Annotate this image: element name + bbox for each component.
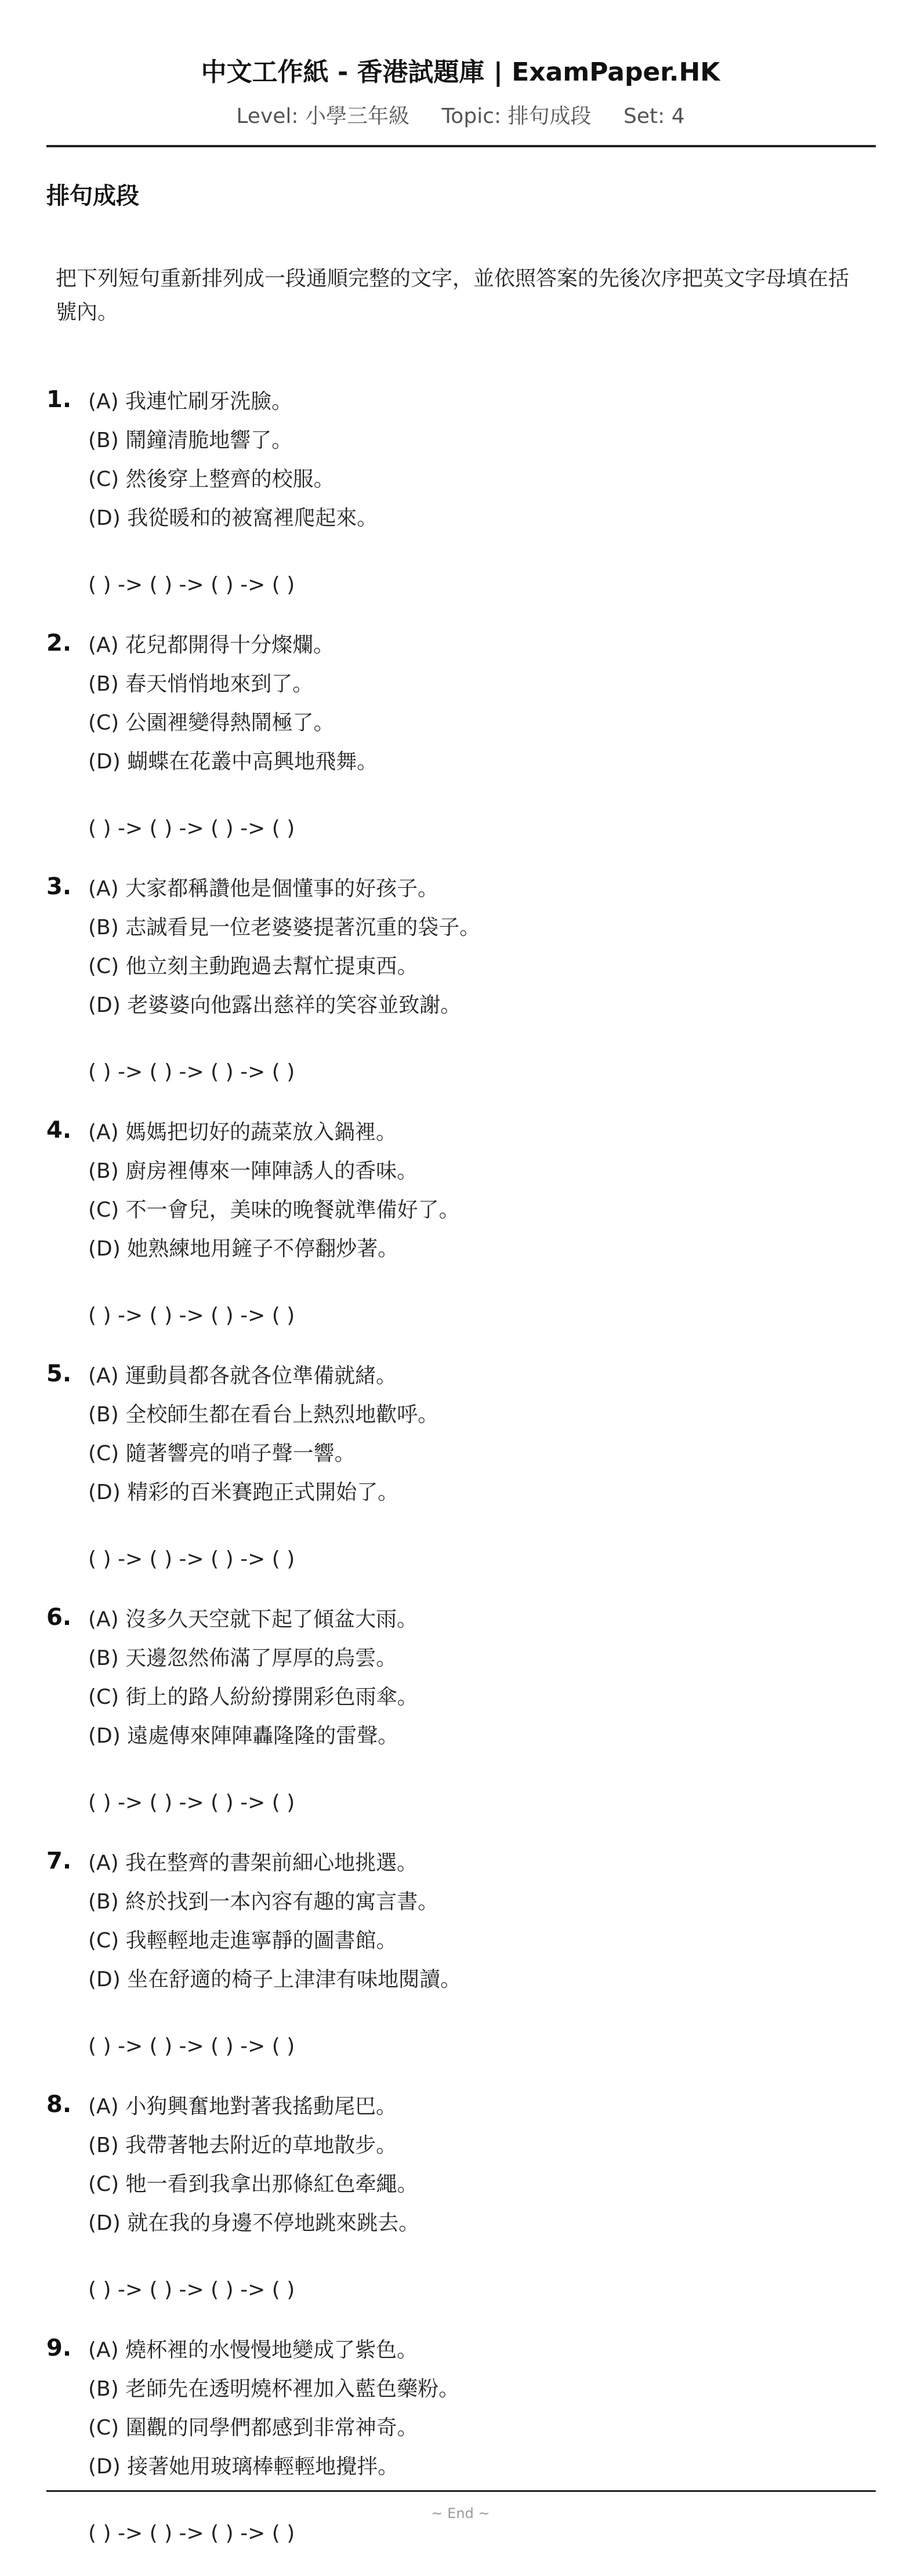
question-option: (C) 公園裡變得熱鬧極了。 <box>88 711 335 735</box>
question-option: (B) 鬧鐘清脆地響了。 <box>88 429 293 452</box>
question-option: (D) 接著她用玻璃棒輕輕地攪拌。 <box>88 2455 399 2479</box>
question-option: (B) 老師先在透明燒杯裡加入藍色藥粉。 <box>88 2377 460 2401</box>
question-number: 6. <box>46 1604 72 1631</box>
question-option: (A) 媽媽把切好的蔬菜放入鍋裡。 <box>88 1120 397 1144</box>
header-divider <box>46 145 876 147</box>
end-marker: ~ End ~ <box>431 2505 490 2521</box>
question-option: (D) 她熟練地用鏟子不停翻炒著。 <box>88 1237 399 1261</box>
answer-order-line: ( ) -> ( ) -> ( ) -> ( ) <box>88 1791 295 1815</box>
question-number: 8. <box>46 2091 72 2118</box>
question-option: (A) 我連忙刷牙洗臉。 <box>88 390 293 413</box>
question-option: (A) 沒多久天空就下起了傾盆大雨。 <box>88 1608 418 1631</box>
question-number: 3. <box>46 873 72 900</box>
question-option: (B) 春天悄悄地來到了。 <box>88 672 314 696</box>
page-title: 中文工作紙 - 香港試題庫 | ExamPaper.HK <box>201 57 720 87</box>
question-option: (A) 花兒都開得十分燦爛。 <box>88 633 335 657</box>
question-option: (C) 圍觀的同學們都感到非常神奇。 <box>88 2416 418 2440</box>
question-number: 9. <box>46 2335 72 2361</box>
level-label: Level: 小學三年級 <box>236 104 409 128</box>
topic-label: Topic: 排句成段 <box>441 104 592 128</box>
question-option: (B) 天邊忽然佈滿了厚厚的烏雲。 <box>88 1646 397 1670</box>
question-option: (C) 街上的路人紛紛撐開彩色雨傘。 <box>88 1685 418 1709</box>
question-option: (A) 燒杯裡的水慢慢地變成了紫色。 <box>88 2338 418 2362</box>
question-option: (D) 坐在舒適的椅子上津津有味地閱讀。 <box>88 1968 462 1991</box>
question-option: (D) 蝴蝶在花叢中高興地飛舞。 <box>88 750 378 774</box>
question-number: 5. <box>46 1360 72 1387</box>
answer-order-line: ( ) -> ( ) -> ( ) -> ( ) <box>88 573 295 597</box>
answer-order-line: ( ) -> ( ) -> ( ) -> ( ) <box>88 1547 295 1571</box>
question-option: (A) 我在整齊的書架前細心地挑選。 <box>88 1851 418 1875</box>
question-option: (C) 隨著響亮的哨子聲一響。 <box>88 1442 356 1465</box>
worksheet-meta <box>0 100 921 129</box>
question-number: 1. <box>46 386 72 413</box>
question-option: (D) 精彩的百米賽跑正式開始了。 <box>88 1481 399 1504</box>
answer-order-line: ( ) -> ( ) -> ( ) -> ( ) <box>88 1060 295 1084</box>
question-option: (D) 遠處傳來陣陣轟隆隆的雷聲。 <box>88 1724 399 1748</box>
question-option: (A) 小狗興奮地對著我搖動尾巴。 <box>88 2095 397 2118</box>
question-option: (C) 然後穿上整齊的校服。 <box>88 467 335 491</box>
question-number: 7. <box>46 1848 72 1874</box>
footer-divider <box>46 2490 876 2492</box>
set-label: Set: 4 <box>623 104 685 128</box>
question-number: 4. <box>46 1117 72 1144</box>
answer-order-line: ( ) -> ( ) -> ( ) -> ( ) <box>88 2521 295 2545</box>
question-option: (D) 就在我的身邊不停地跳來跳去。 <box>88 2211 420 2235</box>
question-option: (A) 大家都稱讚他是個懂事的好孩子。 <box>88 877 439 901</box>
question-option: (D) 我從暖和的被窩裡爬起來。 <box>88 506 378 530</box>
question-option: (C) 我輕輕地走進寧靜的圖書館。 <box>88 1929 397 1953</box>
answer-order-line: ( ) -> ( ) -> ( ) -> ( ) <box>88 2034 295 2058</box>
answer-order-line: ( ) -> ( ) -> ( ) -> ( ) <box>88 817 295 840</box>
question-option: (D) 老婆婆向他露出慈祥的笑容並致謝。 <box>88 993 462 1017</box>
question-option: (B) 全校師生都在看台上熱烈地歡呼。 <box>88 1403 439 1427</box>
instruction-text: 把下列短句重新排列成一段通順完整的文字，並依照答案的先後次序把英文字母填在括號內。 <box>56 267 850 324</box>
question-number: 2. <box>46 630 72 656</box>
question-option: (B) 我帶著牠去附近的草地散步。 <box>88 2134 397 2157</box>
question-option: (C) 不一會兒，美味的晚餐就準備好了。 <box>88 1198 460 1222</box>
question-option: (C) 牠一看到我拿出那條紅色牽繩。 <box>88 2172 418 2196</box>
question-option: (B) 廚房裡傳來一陣陣誘人的香味。 <box>88 1159 418 1183</box>
question-option: (C) 他立刻主動跑過去幫忙提東西。 <box>88 955 418 978</box>
answer-order-line: ( ) -> ( ) -> ( ) -> ( ) <box>88 1304 295 1327</box>
question-option: (A) 運動員都各就各位準備就緒。 <box>88 1364 397 1388</box>
question-option: (B) 終於找到一本內容有趣的寓言書。 <box>88 1890 439 1914</box>
answer-order-line: ( ) -> ( ) -> ( ) -> ( ) <box>88 2278 295 2302</box>
section-title: 排句成段 <box>46 183 139 209</box>
question-option: (B) 志誠看見一位老婆婆提著沉重的袋子。 <box>88 916 481 939</box>
